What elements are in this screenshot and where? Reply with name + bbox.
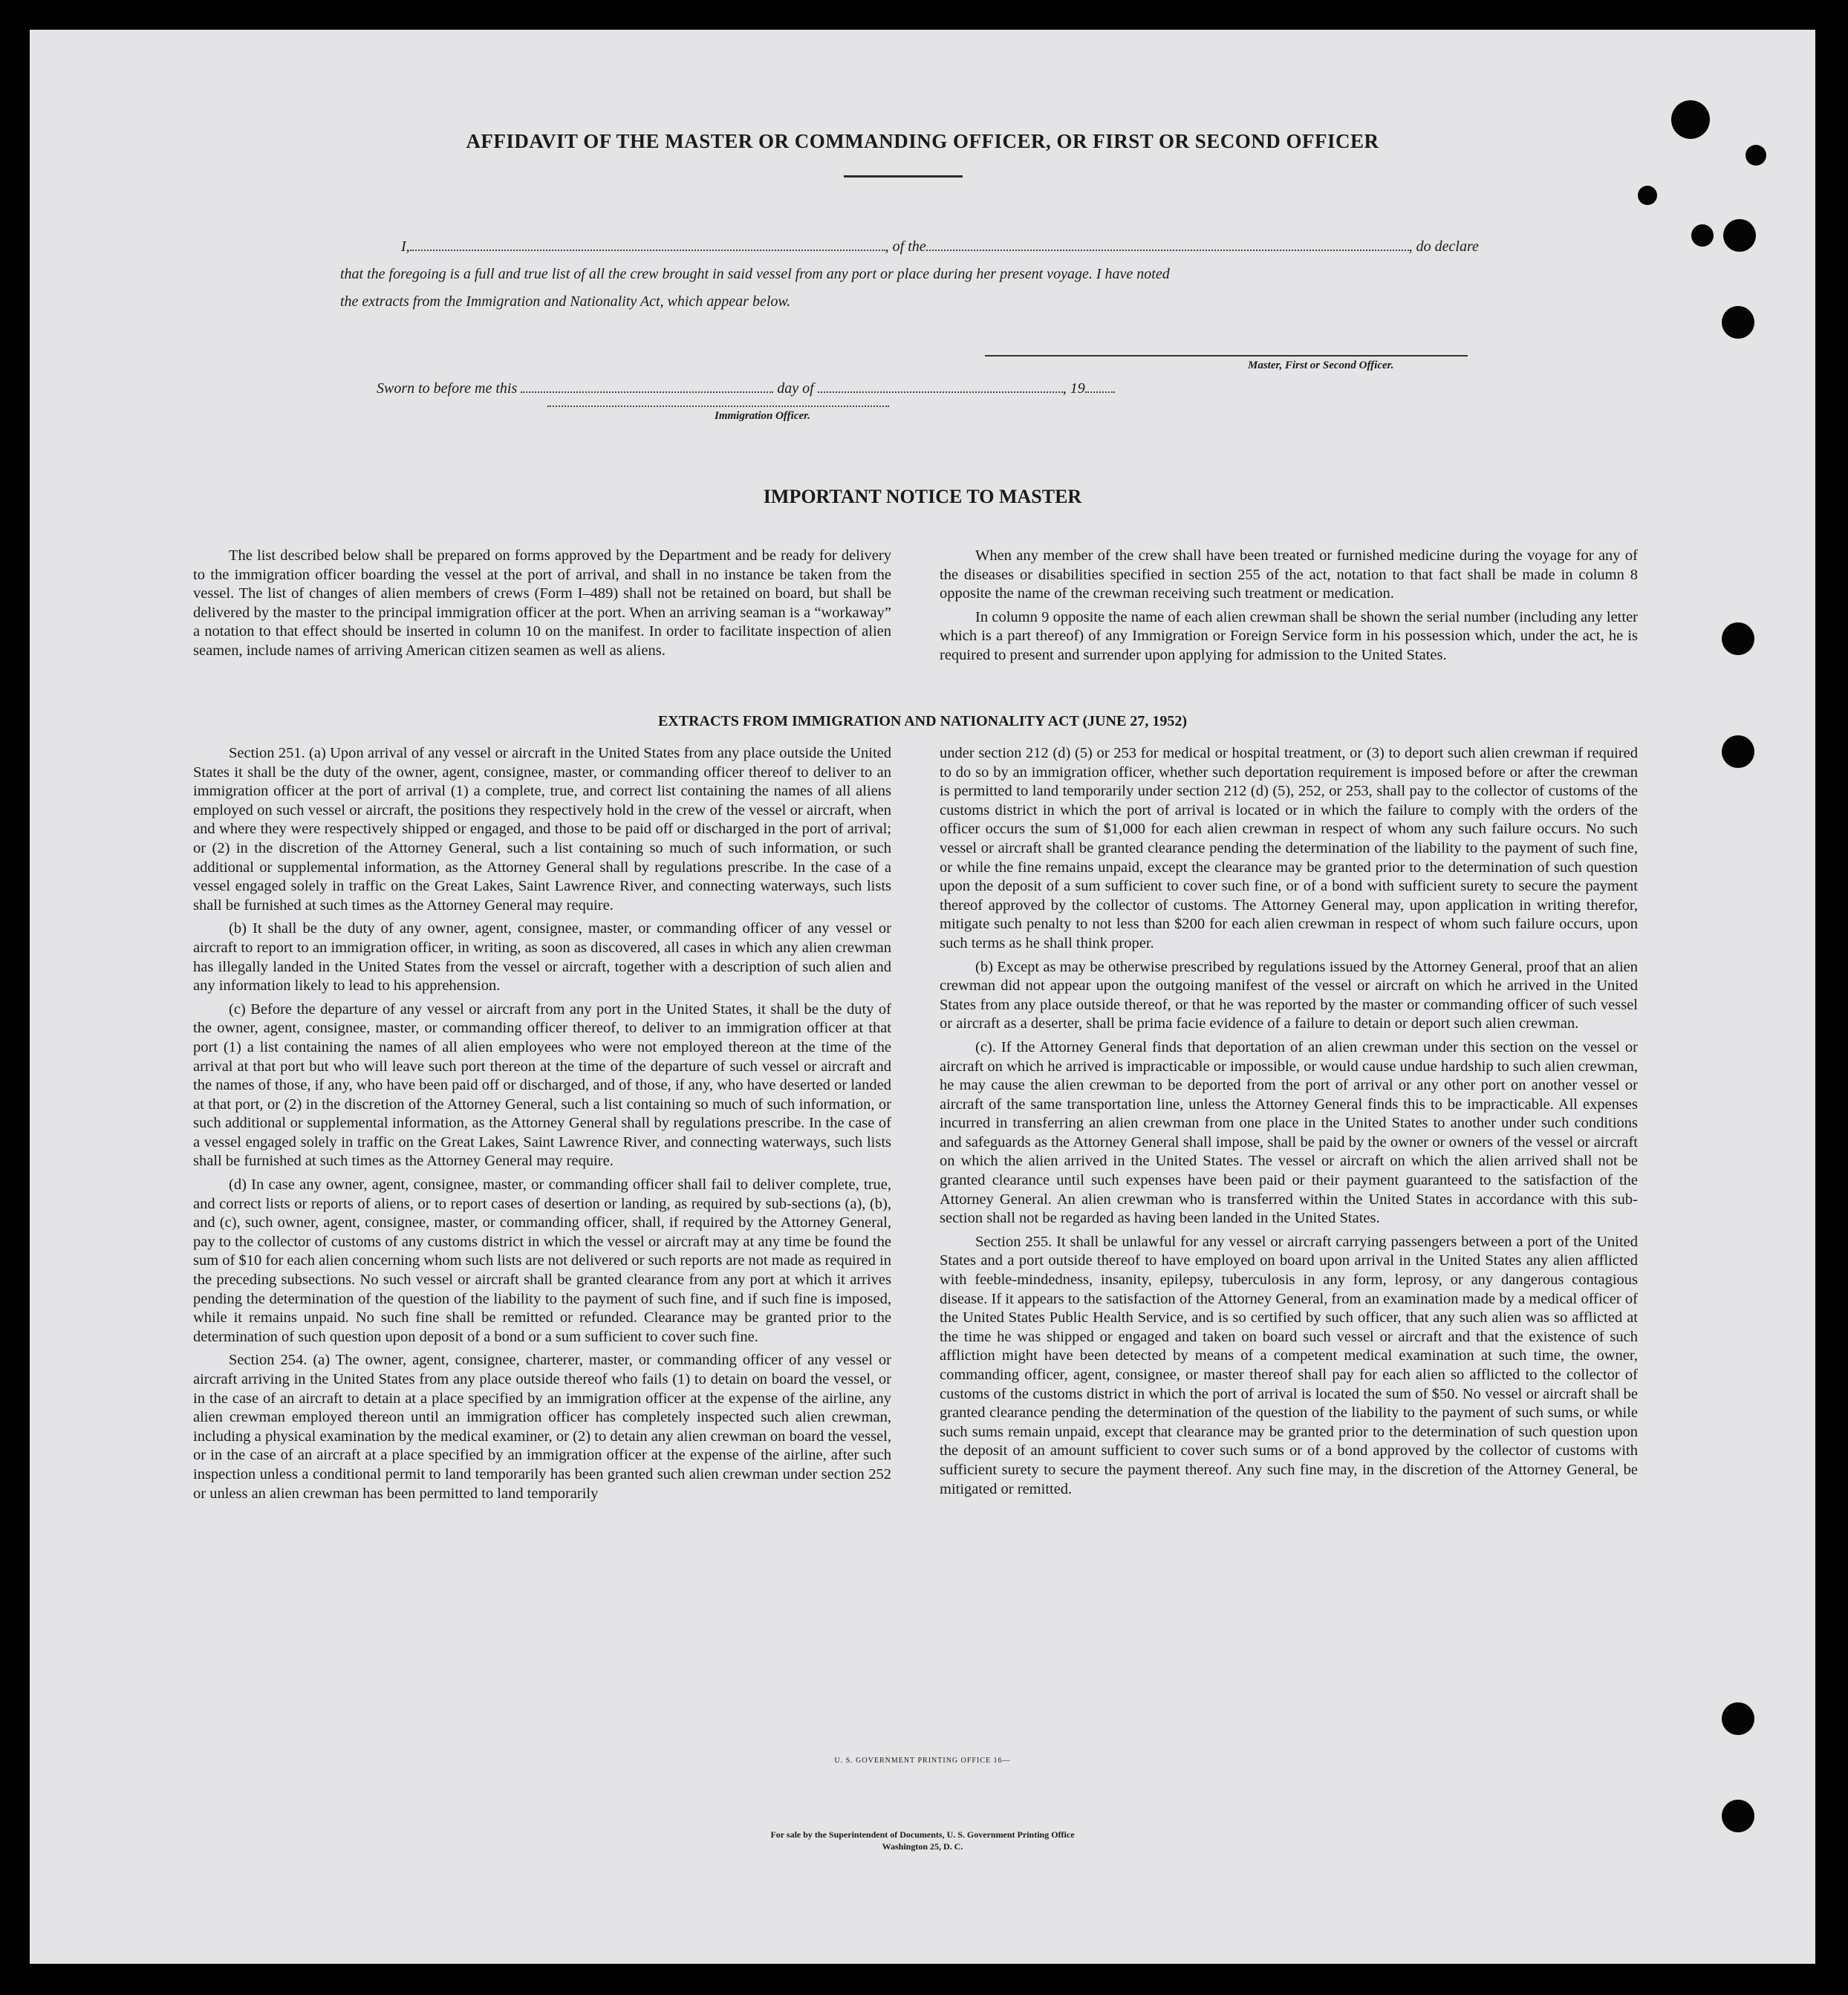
notice-paragraph: The list described below shall be prepared on forms approved by the Department and be ready for delivery to the immigration officer boarding the vessel at the port of arrival, and shall in no instance be taken from the vessel. The list of changes of alien members of crews (Form I–489) shall not be retained on board, but shall be delivered by the master to the principal immigration officer at the port. When an arriving seaman is a “workaway” a notation to that effect should be inserted in column 10 on the manifest. In order to facilitate inspection of alien seamen, include names of arriving American citizen seamen as well as aliens.	[193, 547, 891, 659]
punch-hole	[1722, 306, 1754, 339]
punch-hole	[1722, 735, 1754, 768]
extract-paragraph: Section 254. (a) The owner, agent, consignee, charterer, master, or commanding officer of any vessel or aircraft arriving in the United States from any place outside thereof who fails (1) to detain on board the vessel, or in the case of an aircraft to detain at a place specified by an immigration officer at the expense of the airline, any alien crewman employed thereon until an immigration officer has completely inspected such alien crewman, including a physical examination by the medical examiner, or (2) to detain any alien crewman on board the vessel, or in the case of an aircraft at a place specified by an immigration officer at the expense of the airline, after such inspection unless a conditional permit to land temporarily has been granted such alien crewman under section 252 or unless an alien crewman has been permitted to land temporarily	[193, 1352, 891, 1502]
sworn-date-blank	[521, 391, 773, 393]
notice-right-column	[940, 547, 1638, 670]
do-declare-label: , do declare	[1408, 238, 1479, 255]
affidavit-title: AFFIDAVIT OF THE MASTER OR COMMANDING OFFICER, OR FIRST OR SECOND OFFICER	[466, 130, 1379, 152]
title-divider	[844, 175, 963, 178]
punch-hole	[1723, 219, 1756, 252]
of-the-label: , of the	[885, 238, 926, 255]
year-blank	[1085, 391, 1115, 393]
extract-paragraph: Section 255. It shall be unlawful for any vessel or aircraft carrying passengers between a port of the United States and a port outside thereof to have employed on board upon arrival in the United States any alien afflicted with feeble-mindedness, insanity, epilepsy, tuberculosis in any form, leprosy, or any dangerous contagious disease. If it appears to the satisfaction of the Attorney General, from an examination made by a medical officer of the United States Public Health Service, and is so certified by such officer, that any such alien was so afflicted at the time he was shipped or engaged and taken on board such vessel or aircraft and that the existence of such affliction might have been detected by means of a competent medical examination at such time, the owner, commanding officer, agent, consignee, or master thereof shall pay for each alien so afflicted to the collector of customs of the customs district in which the port of arrival is located the sum of $50. No vessel or aircraft shall be granted clearance pending the determination of the question of the liability to the payment of such sums, or while such sums remain unpaid, except that clearance may be granted prior to the determination of such question upon the deposit of an amount sufficient to cover such sums or of a bond approved by the collector of customs with sufficient surety to secure the payment thereof. Any such fine may, in the discretion of the Attorney General, be mitigated or remitted.	[940, 1233, 1638, 1497]
extract-paragraph: (c) Before the departure of any vessel or aircraft from any port in the United States, it shall be the duty of the owner, agent, consignee, master, or commanding officer thereof, to deliver to an immigration officer at that port (1) a list containing the names of all alien employees who were not employed thereon at the time of the arrival at that port but who will leave such port thereon at the time of the departure of such vessel or aircraft and the names of those, if any, who have been paid off or discharged, and of those, if any, who have deserted or landed at that port, or (2) in the discretion of the Attorney General, such a list containing so much of such information, or such additional or supplemental information, as the Attorney General shall by regulations prescribe. In the case of a vessel engaged solely in traffic on the Great Lakes, Saint Lawrence River, and connecting waterways, such lists shall be furnished at such times as the Attorney General may require.	[193, 1000, 891, 1170]
sworn-line	[377, 380, 1115, 397]
affidavit-line-3: the extracts from the Immigration and Nationality Act, which appear below.	[340, 293, 791, 310]
document-page	[30, 30, 1815, 1964]
punch-hole	[1691, 224, 1714, 247]
day-of-label: day of	[777, 380, 814, 397]
extract-paragraph: (c). If the Attorney General finds that deportation of an alien crewman under this section on the vessel or aircraft on which he arrived is impracticable or impossible, or would cause undue hardship to such alien crewman, he may cause the alien crewman to be deported from the port of arrival or any other port on another vessel or aircraft of the same transportation line, unless the Attorney General finds this to be impracticable. All expenses incurred in transferring an alien crewman from one place in the United States to another under such conditions and safeguards as the Attorney General shall impose, shall be paid by the owner or owners of the vessel or aircraft on which the alien arrived in the United States. The vessel or aircraft on which the alien arrived shall not be granted clearance until such expenses have been paid or their payment guaranteed to the satisfaction of the Attorney General. An alien crewman who is transferred within the United States in accordance with this sub-section shall not be regarded as having been landed in the United States.	[940, 1038, 1638, 1227]
punch-hole	[1722, 622, 1754, 655]
sale-line-2: Washington 25, D. C.	[882, 1841, 963, 1852]
name-blank	[410, 250, 885, 251]
officer-caption: Immigration Officer.	[715, 410, 810, 422]
vessel-blank	[926, 250, 1409, 251]
sale-line-1: For sale by the Superintendent of Documents, U. S. Government Printing Office	[770, 1829, 1075, 1840]
extracts-title: EXTRACTS FROM IMMIGRATION AND NATIONALITY ACT (JUNE 27, 1952)	[657, 713, 1188, 729]
notice-paragraph: In column 9 opposite the name of each alien crewman shall be shown the serial number (including any letter which is a part thereof) of any Immigration or Foreign Service form in his possession which, under the act, he is required to present and surrender upon applying for admission to the United States.	[940, 608, 1638, 663]
sale-notice	[30, 1829, 1815, 1852]
punch-hole	[1722, 1800, 1754, 1832]
notice-title: IMPORTANT NOTICE TO MASTER	[763, 486, 1082, 507]
gpo-imprint: U. S. GOVERNMENT PRINTING OFFICE 16—	[834, 1757, 1011, 1765]
master-caption: Master, First or Second Officer.	[1248, 359, 1394, 371]
affidavit-i-label: I,	[401, 238, 410, 255]
officer-signature-line	[547, 406, 889, 407]
extract-paragraph: (b) Except as may be otherwise prescribed by regulations issued by the Attorney General, proof that an alien crewman did not appear upon the outgoing manifest of the vessel or aircraft on which he arrived in the United States from any place outside thereof, or that he was reported by the master or commanding officer of such vessel or aircraft as a deserter, shall be prima facie evidence of a failure to detain or deport such alien crewman.	[940, 958, 1638, 1032]
punch-hole	[1722, 1702, 1754, 1735]
affidavit-line-2: that the foregoing is a full and true list of all the crew brought in said vessel from any port or place during her present voyage. I have noted	[340, 266, 1170, 282]
notice-paragraph: When any member of the crew shall have been treated or furnished medicine during the voyage for any of the diseases or disabilities specified in section 255 of the act, notation to that fact shall be made in column 8 opposite the name of the crewman receiving such treatment or medication.	[940, 547, 1638, 602]
extract-paragraph: (d) In case any owner, agent, consignee, master, or commanding officer shall fail to deliver complete, true, and correct lists or reports of aliens, or to report cases of desertion or landing, as required by sub-sections (a), (b), and (c), such owner, agent, consignee, master, or commanding officer, shall, if required by the Attorney General, pay to the collector of customs of any customs district in which the vessel or aircraft may at any time be found the sum of $10 for each alien concerning whom such lists are not delivered or such reports are not made as required in the preceding subsections. No such vessel or aircraft shall be granted clearance from any port at which it arrives pending the determination of the question of the liability to the payment of such fine, and if such fine is imposed, while it remains unpaid. No such fine shall be remitted or refunded. Clearance may be granted prior to the determination of such question upon deposit of a bond or a sum sufficient to cover such fine.	[193, 1177, 891, 1345]
punch-hole	[1745, 145, 1766, 166]
extracts-left-column	[193, 744, 891, 1508]
sworn-label: Sworn to before me this	[377, 380, 518, 397]
extract-paragraph: Section 251. (a) Upon arrival of any vessel or aircraft in the United States from any place outside the United States it shall be the duty of the owner, agent, consignee, master, or commanding officer thereof to deliver to an immigration officer at the port of arrival (1) a complete, true, and correct list containing the names of all aliens employed on such vessel or aircraft, the positions they respectively hold in the crew of the vessel or aircraft, when and where they were respectively shipped or engaged, and those to be paid off or discharged in the port of arrival; or (2) in the discretion of the Attorney General, such a list containing so much of such information, or such additional or supplemental information, as the Attorney General shall by regulations prescribe. In the case of a vessel engaged solely in traffic on the Great Lakes, Saint Lawrence River, and connecting waterways, such lists shall be furnished at such times as the Attorney General may require.	[193, 745, 891, 914]
affidavit-line-1	[401, 238, 1479, 256]
punch-hole	[1671, 100, 1710, 139]
extract-paragraph: (b) It shall be the duty of any owner, agent, consignee, master, or commanding officer of any vessel or aircraft to report to an immigration officer, in writing, as soon as discovered, all cases in which any alien crewman has illegally landed in the United States from the vessel or aircraft, together with a description of such alien and any information likely to lead to his apprehension.	[193, 920, 891, 995]
master-signature-line	[985, 355, 1468, 357]
notice-left-column	[193, 547, 891, 665]
year-label: , 19	[1062, 380, 1085, 397]
extract-paragraph: under section 212 (d) (5) or 253 for medical or hospital treatment, or (3) to deport such alien crewman if required to do so by an immigration officer, whether such deportation requirement is imposed before or after the crewman is permitted to land temporarily under section 212 (d) (5), 252, or 253, shall pay to the collector of customs of the customs district in which the port of arrival is located or in which the failure to comply with the orders of the officer occurs the sum of $1,000 for each alien crewman in respect of whom any such failure occurs. No such vessel or aircraft shall be granted clearance pending the determination of the liability to the payment of such fine, or while the fine remains unpaid, except the clearance may be granted prior to the determination of such question upon the deposit of a sum sufficient to cover such fine, or of a bond with sufficient surety to secure the payment thereof approved by the collector of customs. The Attorney General may, upon application in writing therefor, mitigate such penalty to not less than $200 for each alien crewman in respect of whom such failure occurs, upon such terms as he shall think proper.	[940, 745, 1638, 951]
month-blank	[818, 391, 1063, 393]
punch-hole	[1638, 186, 1657, 205]
extracts-right-column	[940, 744, 1638, 1503]
